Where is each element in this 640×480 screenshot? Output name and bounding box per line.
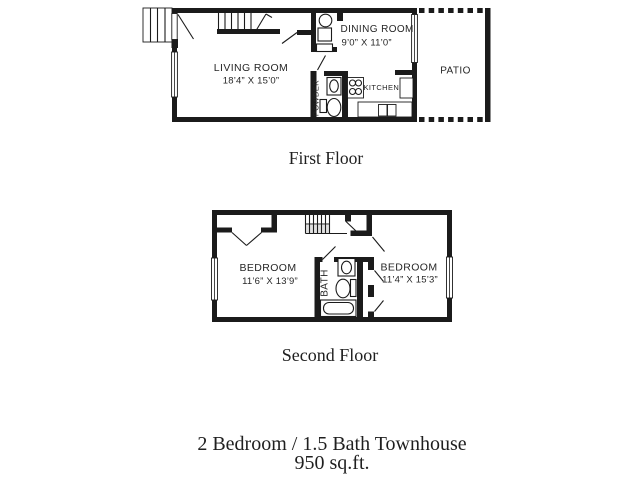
second-floor-stairs [306,215,348,234]
footer-line2: 950 sq.ft. [294,452,370,474]
first-floor-caption: First Floor [288,148,364,168]
bath-label: BATH [319,269,331,297]
entry-door-opening [172,14,177,40]
footer-line1: 2 Bedroom / 1.5 Bath Townhouse [197,433,467,455]
footer-caption [197,433,466,474]
bedroom-left-dims: 11’6” X 13’9” [242,276,298,287]
kitchen-label: KITCHEN [363,83,400,92]
entry-door-swing [178,15,194,40]
bedroom-left-label: BEDROOM [239,262,297,274]
bedroom-right-window [447,257,453,298]
living-room-window [172,52,178,97]
bedroom-right-door-swing [373,237,385,252]
bath-sink-fixture [338,259,355,277]
closet-bifold-left [232,233,247,246]
hall-closet-door-swing [346,222,357,232]
powder-label: POWDER [311,79,321,117]
bathtub-fixture [321,300,357,317]
dining-room-label: DINING ROOM [340,24,414,35]
second-floor-plan [212,210,453,365]
kitchen-sink-counter [358,102,412,117]
stove-fixture [348,78,364,99]
bath-toilet-fixture [336,279,356,298]
bedroom-right-dims: 11’4” X 15’3” [382,274,438,286]
second-floor-caption: Second Floor [281,345,379,365]
patio-sliding-door [412,15,418,63]
bedroom-left-window [212,258,218,300]
closet-bifold-right [247,233,262,246]
bedroom-right-label: BEDROOM [380,261,438,274]
powder-sink-fixture [327,78,341,96]
powder-toilet-fixture [320,99,341,117]
bath-door-swing [323,247,336,260]
refrigerator-fixture [400,78,413,98]
closet-door-swing-lower [375,301,384,312]
living-room-dims: 18’4” X 15’0” [222,75,280,87]
stair-break-line [256,14,267,32]
patio-label: PATIO [440,65,471,77]
first-floor-stairs [219,13,273,32]
hall-door-swing [282,33,297,44]
living-room-label: LIVING ROOM [213,62,289,74]
utility-fixtures [317,14,333,51]
dining-room-dims: 9’0” X 11’0” [341,37,392,49]
powder-door-swing [318,56,326,71]
entry-steps [143,8,172,42]
first-floor-plan [143,8,491,168]
